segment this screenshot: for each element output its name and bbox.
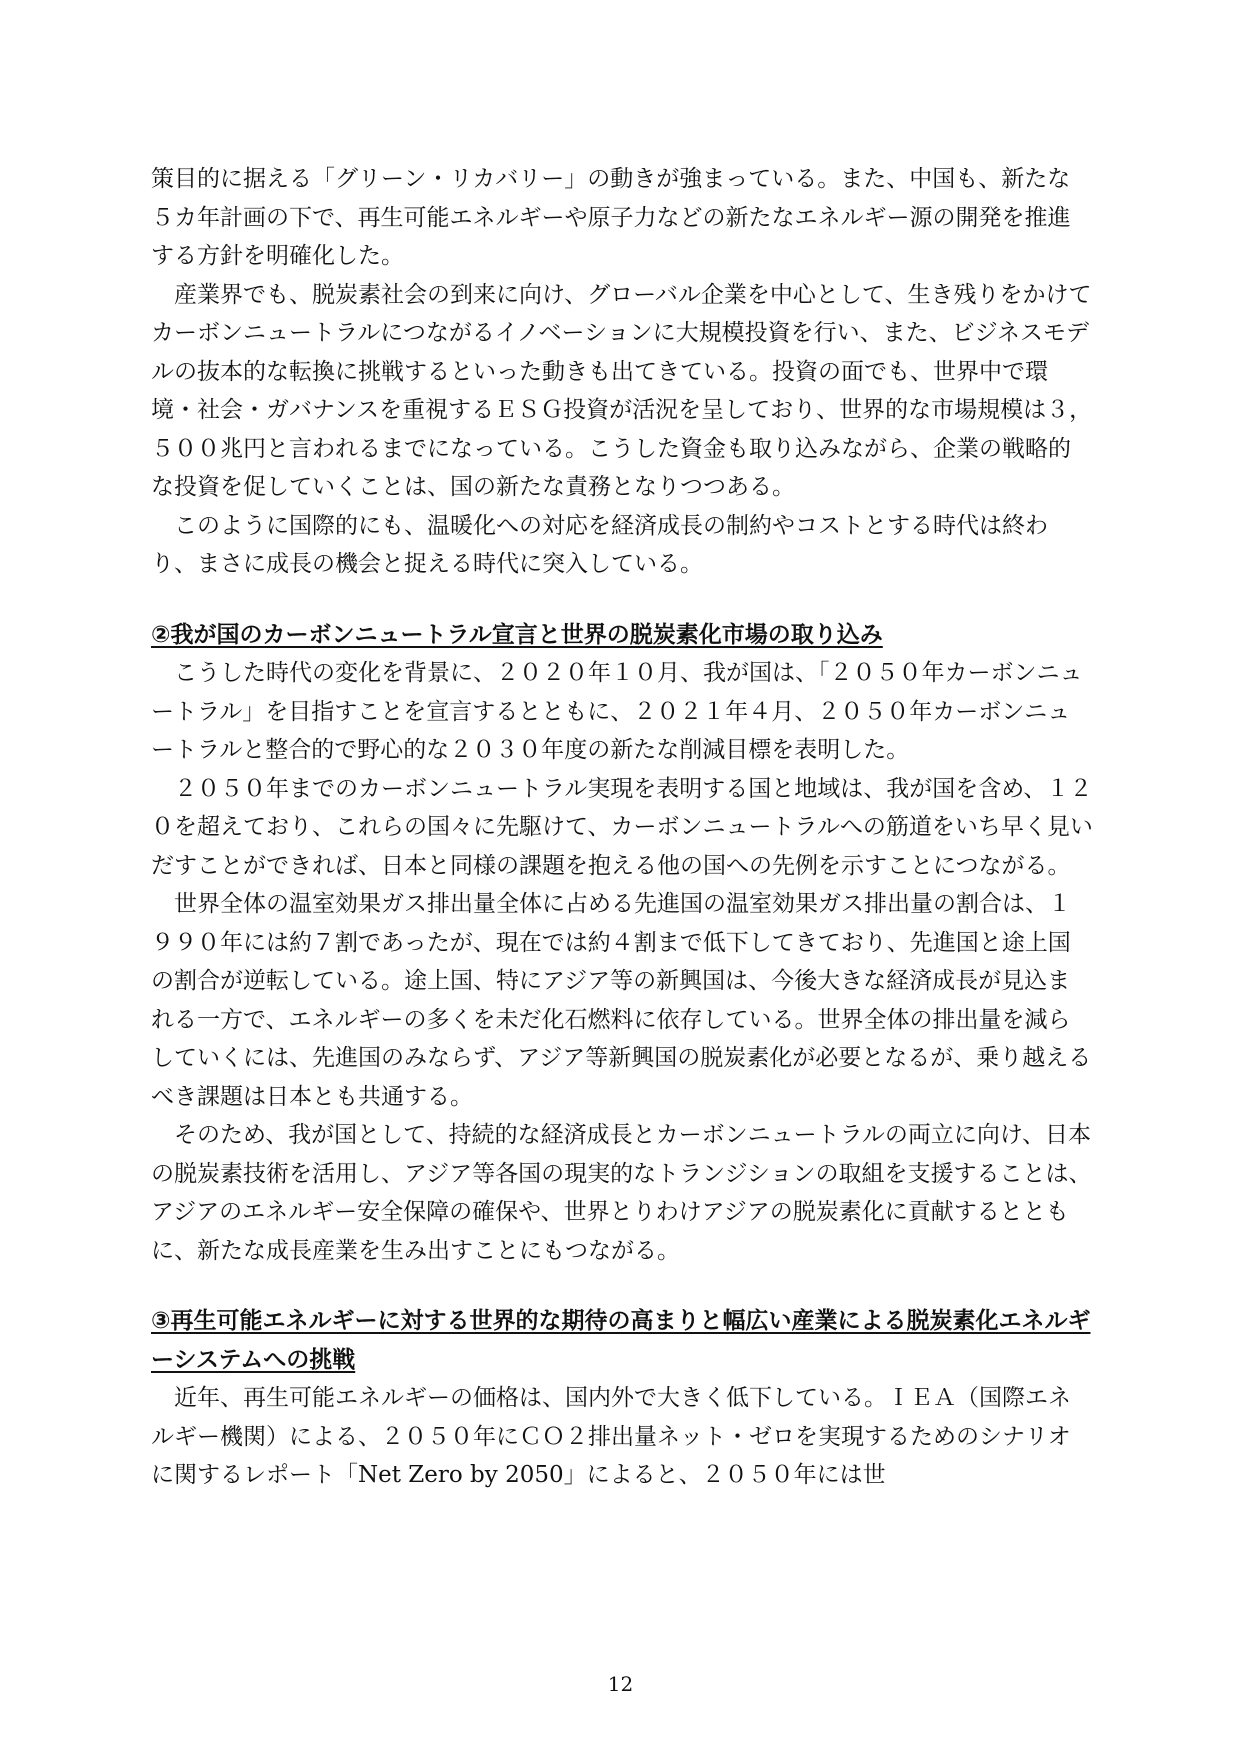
paragraph-3-1: 近年、再生可能エネルギーの価格は、国内外で大きく低下している。ＩＥＡ（国際エネルギー機関）による、２０５０年にＣＯ２排出量ネット・ゼロを実現するためのシナリオに関するレポート「Net Zero by 2050」によると、２０５０年には世: [151, 1385, 1071, 1488]
paragraph-1-2: 産業界でも、脱炭素社会の到来に向け、グローバル企業を中心として、生き残りをかけてカーボンニュートラルにつながるイノベーションに大規模投資を行い、また、ビジネスモデルの抜本的な転換に挑戦するといった動きも出てきている。投資の面でも、世界中で環境・社会・ガバナンスを重視するＥＳＧ投資が活況を呈しており、世界的な市場規模は３，５００兆円と言われるまでになっている。こうした資金も取り込みながら、企業の戦略的な投資を促していくことは、国の新たな責務となりつつある。: [151, 281, 1093, 500]
paragraph-1-1: 策目的に据える「グリーン・リカバリー」の動きが強まっている。また、中国も、新たな５カ年計画の下で、再生可能エネルギーや原子力などの新たなエネルギー源の開発を推進する方針を明確化した。: [151, 166, 1071, 269]
paragraph-2-2: ２０５０年までのカーボンニュートラル実現を表明する国と地域は、我が国を含め、１２０を超えており、これらの国々に先駆けて、カーボンニュートラルへの筋道をいち早く見いだすことができれば、日本と同様の課題を抱える他の国への先例を示すことにつながる。: [151, 775, 1093, 879]
section-heading-3: ③再生可能エネルギーに対する世界的な期待の高まりと幅広い産業による脱炭素化エネルギーシステムへの挑戦: [151, 1308, 1091, 1373]
section-heading-2: ②我が国のカーボンニュートラル宣言と世界の脱炭素化市場の取り込み: [151, 621, 883, 648]
paragraph-1-3: このように国際的にも、温暖化への対応を経済成長の制約やコストとする時代は終わり、まさに成長の機会と捉える時代に突入している。: [151, 512, 1048, 577]
paragraph-2-1: こうした時代の変化を背景に、２０２０年１０月、我が国は、「２０５０年カーボンニュートラル」を目指すことを宣言するとともに、２０２１年４月、２０５０年カーボンニュートラルと整合的で野心的な２０３０年度の新たな削減目標を表明した。: [151, 660, 1083, 763]
paragraph-2-4: そのため、我が国として、持続的な経済成長とカーボンニュートラルの両立に向け、日本の脱炭素技術を活用し、アジア等各国の現実的なトランジションの取組を支援することは、アジアのエネルギー安全保障の確保や、世界とりわけアジアの脱炭素化に貢献するとともに、新たな成長産業を生み出すことにもつながる。: [151, 1122, 1092, 1264]
paragraph-2-3: 世界全体の温室効果ガス排出量全体に占める先進国の温室効果ガス排出量の割合は、１９９０年には約７割であったが、現在では約４割まで低下してきており、先進国と途上国の割合が逆転している。途上国、特にアジア等の新興国は、今後大きな経済成長が見込まれる一方で、エネルギーの多くを未だ化石燃料に依存している。世界全体の排出量を減らしていくには、先進国のみならず、アジア等新興国の脱炭素化が必要となるが、乗り越えるべき課題は日本とも共通する。: [151, 891, 1092, 1110]
page-number: 12: [607, 1672, 634, 1696]
document-body: [151, 160, 1093, 1495]
